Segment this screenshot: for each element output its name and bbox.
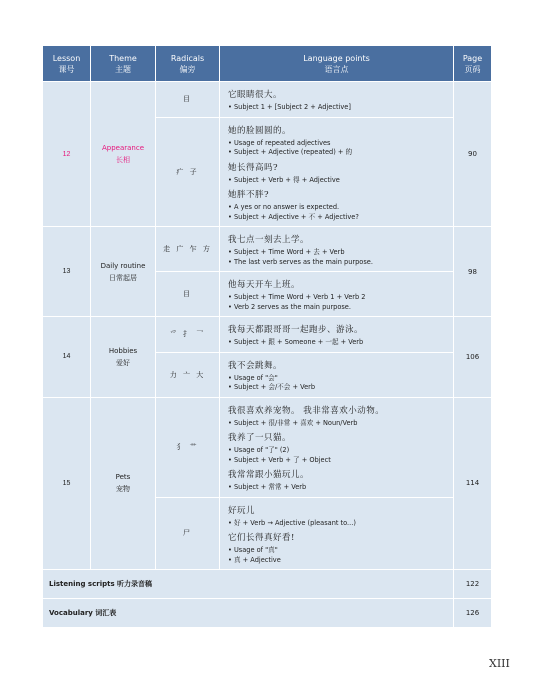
radicals-cell: 尸 [156,497,220,570]
grammar-point: • Subject + 常常 + Verb [228,483,307,491]
footer-row [43,570,492,599]
language-points-cell [220,272,454,317]
theme-chinese: 爱好 [116,358,130,367]
grammar-point: • Usage of repeated adjectives [228,138,331,147]
example-sentence: 我养了一只猫。 [228,433,292,443]
language-point-group [228,233,453,267]
lesson-number: 12 [43,82,91,227]
header-row [43,46,492,82]
grammar-point: • Subject + Adjective + 不 + Adjective? [228,212,359,221]
page-number: 98 [454,227,492,317]
grammar-point: • A yes or no answer is expected. [228,203,340,211]
header-radicals: Radicals 偏旁 [156,46,220,82]
radicals-cell: 目 [156,272,220,317]
example-sentence: 它眼睛很大。 [228,90,283,100]
theme-chinese: 长相 [116,156,130,164]
radicals-cell: 力 亠 大 [156,352,220,397]
grammar-point: • Subject + Verb + 了 + Object [228,455,331,464]
grammar-point: • The last verb serves as the main purpose. [228,257,373,266]
header-language-points: Language points 语言点 [220,46,454,82]
language-point-group [228,531,453,565]
footer-label: Listening scripts 听力录音稿 [43,570,454,599]
language-points-cell [220,82,454,118]
example-sentence: 它们长得真好看! [228,533,295,543]
lesson-theme [91,227,156,317]
lesson-row [43,317,492,353]
language-point-group [228,468,453,493]
lesson-row [43,82,492,118]
grammar-point: • Subject + Time Word + 去 + Verb [228,248,345,256]
contents-table [42,45,492,628]
language-points-cell [220,317,454,353]
example-sentence: 我很喜欢养宠物。 我非常喜欢小动物。 [228,405,385,416]
language-point-group [228,323,453,348]
example-sentence: 她的脸圆圆的。 [228,125,292,136]
footer-page-number: 126 [454,599,492,628]
grammar-point: • Verb 2 serves as the main purpose. [228,302,351,311]
example-sentence: 我每天都跟哥哥一起跑步、游泳。 [228,325,364,335]
lesson-number: 13 [43,227,91,317]
example-sentence: 好玩儿 [228,505,256,516]
grammar-point: • Subject + Time Word + Verb 1 + Verb 2 [228,293,366,301]
theme-english: Hobbies [108,346,138,355]
example-sentence: 我七点一刻去上学。 [228,235,310,245]
grammar-point: • Subject + 很/非常 + 喜欢 + Noun/Verb [228,418,358,427]
theme-english: Daily routine [100,261,146,270]
theme-english: Pets [115,473,131,482]
page-number: 114 [454,397,492,570]
theme-chinese: 宠物 [116,485,130,494]
page-number-roman: XIII [489,657,510,670]
theme-english: Appearance [101,144,145,152]
language-points-cell [220,397,454,497]
grammar-point: • Subject + 会/不会 + Verb [228,383,316,391]
radicals-cell: 犭 艹 [156,397,220,497]
grammar-point: • 好 + Verb → Adjective (pleasant to...) [228,518,356,527]
radicals-cell: 目 [156,82,220,118]
grammar-point: • Usage of "会" [228,373,278,382]
lesson-theme [91,317,156,398]
grammar-point: • Subject + Adjective (repeated) + 的 [228,148,353,156]
example-sentence: 她长得高吗? [228,162,279,173]
radicals-cell: 走 广 乍 方 [156,227,220,272]
grammar-point: • 真 + Adjective [228,555,281,564]
lesson-theme [91,82,156,227]
grammar-point: • Usage of "了" (2) [228,446,290,454]
page-number: 90 [454,82,492,227]
theme-chinese: 日常起居 [109,273,137,282]
page-number: 106 [454,317,492,398]
header-lesson: Lesson 课号 [43,46,91,82]
language-point-group [228,88,453,113]
lesson-row [43,227,492,272]
language-point-group [228,278,453,312]
language-points-cell [220,352,454,397]
radicals-cell: 爫 扌 乛 [156,317,220,353]
example-sentence: 她胖不胖? [228,190,270,200]
footer-page-number: 122 [454,570,492,599]
language-points-cell [220,227,454,272]
header-theme: Theme 主题 [91,46,156,82]
example-sentence: 他每天开车上班。 [228,280,301,290]
grammar-point: • Subject + Verb + 得 + Adjective [228,175,340,184]
lesson-number: 15 [43,397,91,570]
language-points-cell [220,117,454,227]
footer-label: Vocabulary 词汇表 [43,599,454,628]
language-point-group [228,188,453,222]
language-point-group [228,161,453,186]
language-point-group [228,431,453,465]
language-points-cell [220,497,454,570]
example-sentence: 我不会跳舞。 [228,360,283,371]
lesson-row [43,397,492,497]
language-point-group [228,504,453,529]
footer-row [43,599,492,628]
grammar-point: • Usage of "真" [228,546,278,554]
language-point-group [228,404,453,429]
grammar-point: • Subject 1 + [Subject 2 + Adjective] [228,103,351,111]
lesson-theme [91,397,156,570]
grammar-point: • Subject + 跟 + Someone + 一起 + Verb [228,338,364,346]
radicals-cell: 疒 子 [156,117,220,227]
example-sentence: 我常常跟小猫玩儿。 [228,470,310,480]
language-point-group [228,359,453,393]
language-point-group [228,124,453,158]
header-page: Page 页码 [454,46,492,82]
lesson-number: 14 [43,317,91,398]
